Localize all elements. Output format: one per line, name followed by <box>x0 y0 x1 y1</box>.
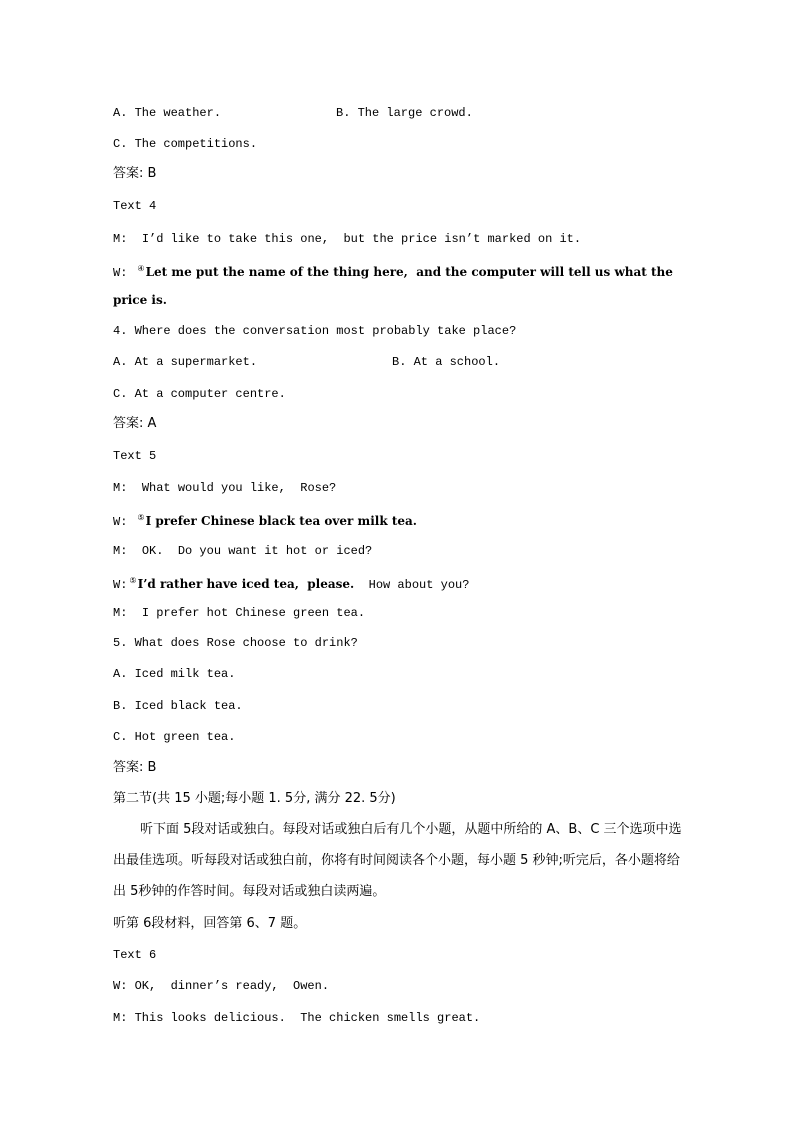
speaker-m: M: <box>113 606 128 620</box>
text5-w1-line <box>113 510 417 530</box>
q4-answer: 答案: A <box>113 416 157 431</box>
text6-w1-line: W: OK, dinner’s ready, Owen. <box>113 979 330 993</box>
dialogue-text: I’d like to take this one, but the price isn’t marked on it. <box>141 232 582 246</box>
text4-w-line-cont: price is. <box>113 293 167 307</box>
question-4: 4. Where does the conversation most probably take place? <box>113 324 517 338</box>
q3-option-c: C. The competitions. <box>113 137 258 151</box>
text5-w2-line <box>113 573 469 593</box>
q4-option-a: A. At a supermarket. <box>113 355 258 369</box>
dialogue-text: How about you? <box>368 578 470 592</box>
speaker-w: W: <box>113 266 128 280</box>
dialogue-text-bold: Let me put the name of the thing here, and the computer will tell us what the <box>145 265 673 279</box>
section2-instructions: 听下面 5段对话或独白。每段对话或独白后有几个小题，从题中所给的 A、B、C 三个选项中选出最佳选项。听每段对话或独白前，你将有时间阅读各个小题，每小题 5 秒钟;听完后，各小题将给出 5秒钟的作答时间。每段对话或独白读两遍。 <box>113 822 682 899</box>
q5-option-c: C. Hot green tea. <box>113 730 236 744</box>
circled-number-marker: ④ <box>137 264 145 273</box>
circled-number-marker: ⑤ <box>137 513 145 522</box>
q3-option-b: B. The large crowd. <box>336 106 473 120</box>
q5-option-a: A. Iced milk tea. <box>113 667 236 681</box>
dialogue-text-bold: I’d rather have iced tea, please. <box>137 577 355 591</box>
q4-option-c: C. At a computer centre. <box>113 387 286 401</box>
dialogue-text: OK. Do you want it hot or iced? <box>141 544 373 558</box>
section2-title: 第二节(共 15 小题;每小题 1. 5分, 满分 22. 5分) <box>113 791 396 806</box>
dialogue-text: What would you like, Rose? <box>141 481 337 495</box>
dialogue-text-bold: I prefer Chinese black tea over milk tea. <box>145 514 417 528</box>
circled-number-marker: ⑤ <box>129 576 137 585</box>
speaker-m: M: <box>113 232 128 246</box>
speaker-w: W: <box>113 578 128 592</box>
q5-option-b: B. Iced black tea. <box>113 699 243 713</box>
text5-m1-line <box>113 479 336 496</box>
text4-w-line <box>113 261 673 281</box>
text5-heading: Text 5 <box>113 449 157 463</box>
listen-prompt: 听第 6段材料，回答第 6、7 题。 <box>113 916 307 931</box>
text4-m-line <box>113 230 581 247</box>
dialogue-text: I prefer hot Chinese green tea. <box>141 606 366 620</box>
q3-answer: 答案: B <box>113 166 157 181</box>
q4-option-b: B. At a school. <box>392 355 501 369</box>
text5-m3-line <box>113 604 365 621</box>
speaker-m: M: <box>113 481 128 495</box>
speaker-w: W: <box>113 515 128 529</box>
text6-m1-line: M: This looks delicious. The chicken smells great. <box>113 1011 481 1025</box>
question-5: 5. What does Rose choose to drink? <box>113 636 358 650</box>
speaker-m: M: <box>113 544 128 558</box>
text5-m2-line <box>113 542 372 559</box>
q5-answer: 答案: B <box>113 760 157 775</box>
q3-option-a: A. The weather. <box>113 106 222 120</box>
text4-heading: Text 4 <box>113 199 157 213</box>
text6-heading: Text 6 <box>113 948 157 962</box>
